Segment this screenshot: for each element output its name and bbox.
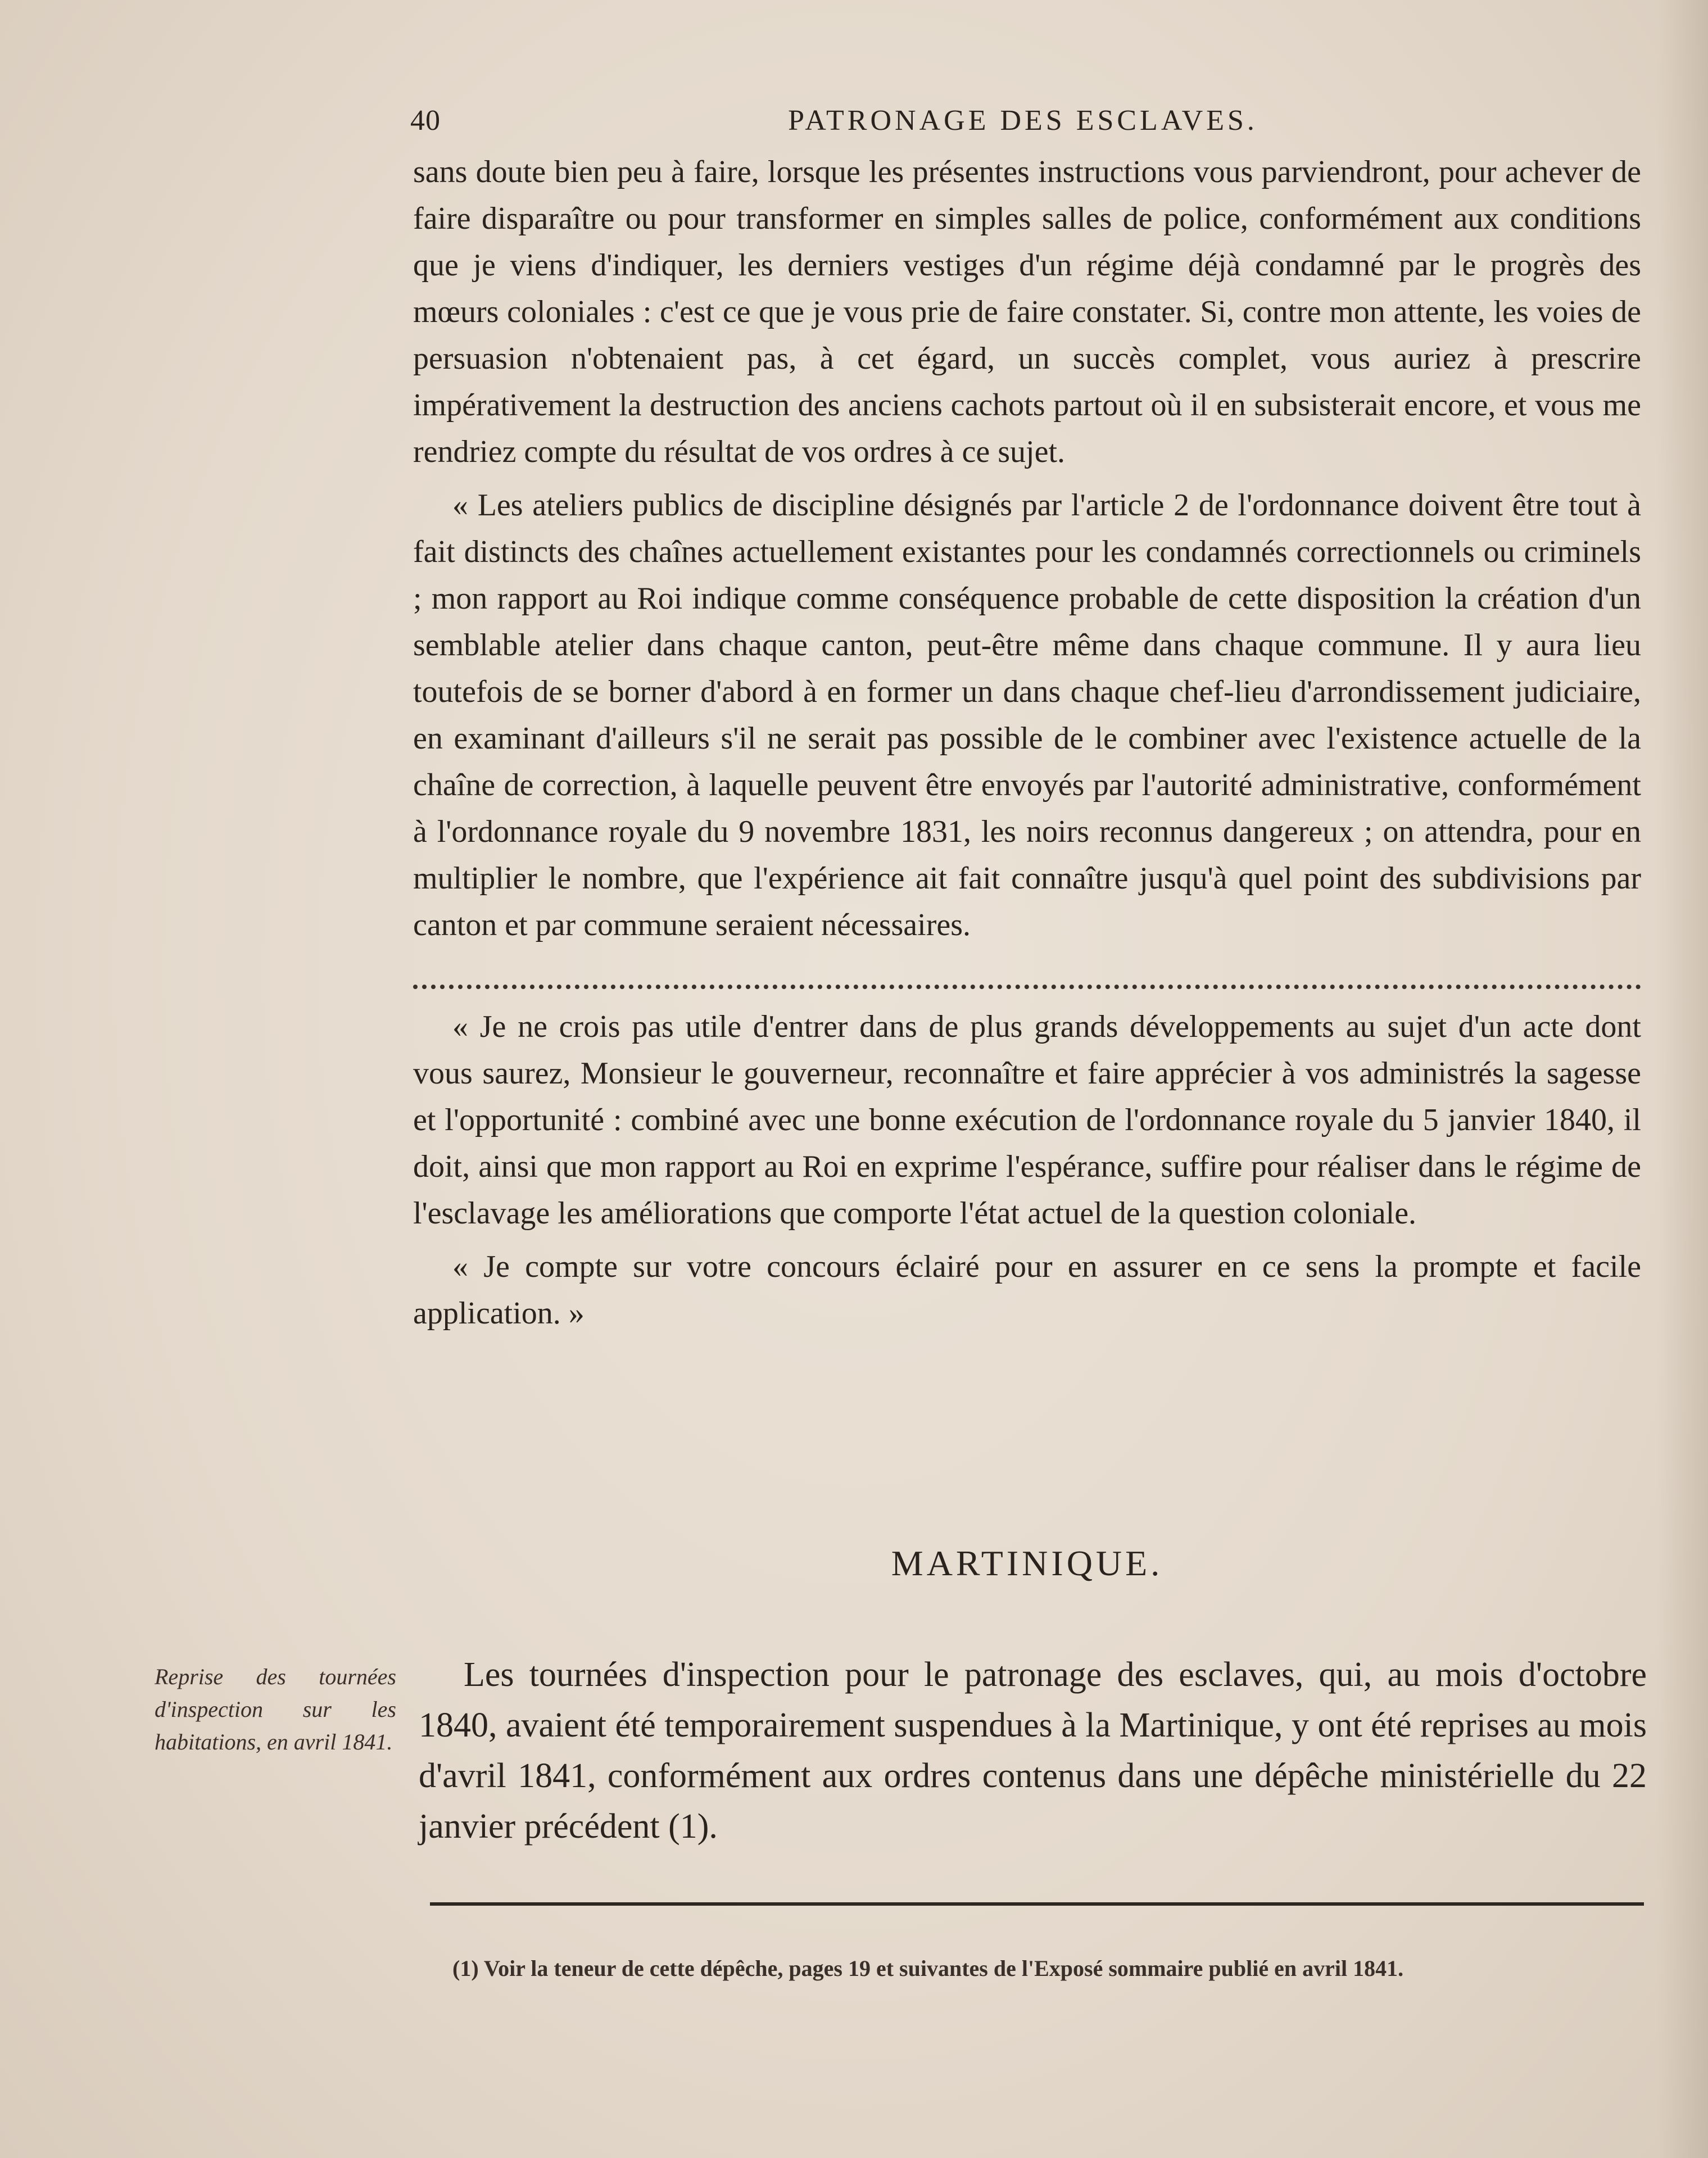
section-paragraph: Les tournées d'inspection pour le patronage des esclaves, qui, au mois d'octobre 1840, avaient été temporairement suspendues à la Martinique, y ont été reprises au mois d'avril 1841, conformément aux ordres contenus dans une dépêche ministérielle du 22 janvier précédent (1). xyxy=(419,1656,1647,1846)
running-title: PATRONAGE DES ESCLAVES. xyxy=(788,105,1258,137)
ellipsis-divider xyxy=(413,962,1641,989)
page-number: 40 xyxy=(410,105,441,137)
section-title: MARTINIQUE. xyxy=(891,1543,1163,1583)
footnote: (1) Voir la teneur de cette dépêche, pages 19 et suivantes de l'Exposé sommaire publié en avril 1841. xyxy=(452,1956,1404,1981)
main-text xyxy=(413,149,1641,1337)
paragraph-3: « Je ne crois pas utile d'entrer dans de plus grands développements au sujet d'un acte dont vous saurez, Monsieur le gouverneur, reconnaître et faire apprécier à vos administrés la sagesse et l'opportunité : combiné avec une bonne exécution de l'ordonnance royale du 5 janvier 1840, il doit, ainsi que mon rapport au Roi en exprime l'espérance, suffire pour réaliser dans le régime de l'esclavage les améliorations que comporte l'état actuel de la question coloniale. xyxy=(413,1009,1641,1231)
page-header xyxy=(410,104,1635,138)
paragraph-1: sans doute bien peu à faire, lorsque les présentes instructions vous parviendront, pour achever de faire disparaître ou pour transformer en simples salles de police, conformément aux conditions que je viens d'indiquer, les derniers vestiges d'un régime déjà condamné par le progrès des mœurs coloniales : c'est ce que je vous prie de faire constater. Si, contre mon attente, les voies de persuasion n'obtenaient pas, à cet égard, un succès complet, vous auriez à prescrire impérativement la destruction des anciens cachots partout où il en subsisterait encore, et vous me rendriez compte du résultat de vos ordres à ce sujet. xyxy=(413,155,1641,469)
paragraph-2: « Les ateliers publics de discipline désignés par l'article 2 de l'ordonnance doivent être tout à fait distincts des chaînes actuellement existantes pour les condamnés correctionnels ou criminels ; mon rapport au Roi indique comme conséquence probable de cette disposition la création d'un semblable atelier dans chaque canton, peut-être même dans chaque commune. Il y aura lieu toutefois de se borner d'abord à en former un dans chaque chef-lieu d'arrondissement judiciaire, en examinant d'ailleurs s'il ne serait pas possible de le combiner avec l'existence actuelle de la chaîne de correction, à laquelle peuvent être envoyés par l'autorité administrative, conformément à l'ordonnance royale du 9 novembre 1831, les noirs reconnus dangereux ; on attendra, pour en multiplier le nombre, que l'expérience ait fait connaître jusqu'à quel point des subdivisions par canton et par commune seraient nécessaires. xyxy=(413,488,1641,942)
footnote-rule xyxy=(430,1902,1644,1906)
margin-note: Reprise des tournées d'inspection sur les habitations, en avril 1841. xyxy=(155,1664,396,1754)
page-edge-shadow xyxy=(1657,0,1708,2158)
paragraph-4: « Je compte sur votre concours éclairé pour en assurer en ce sens la prompte et facile application. » xyxy=(413,1249,1641,1331)
